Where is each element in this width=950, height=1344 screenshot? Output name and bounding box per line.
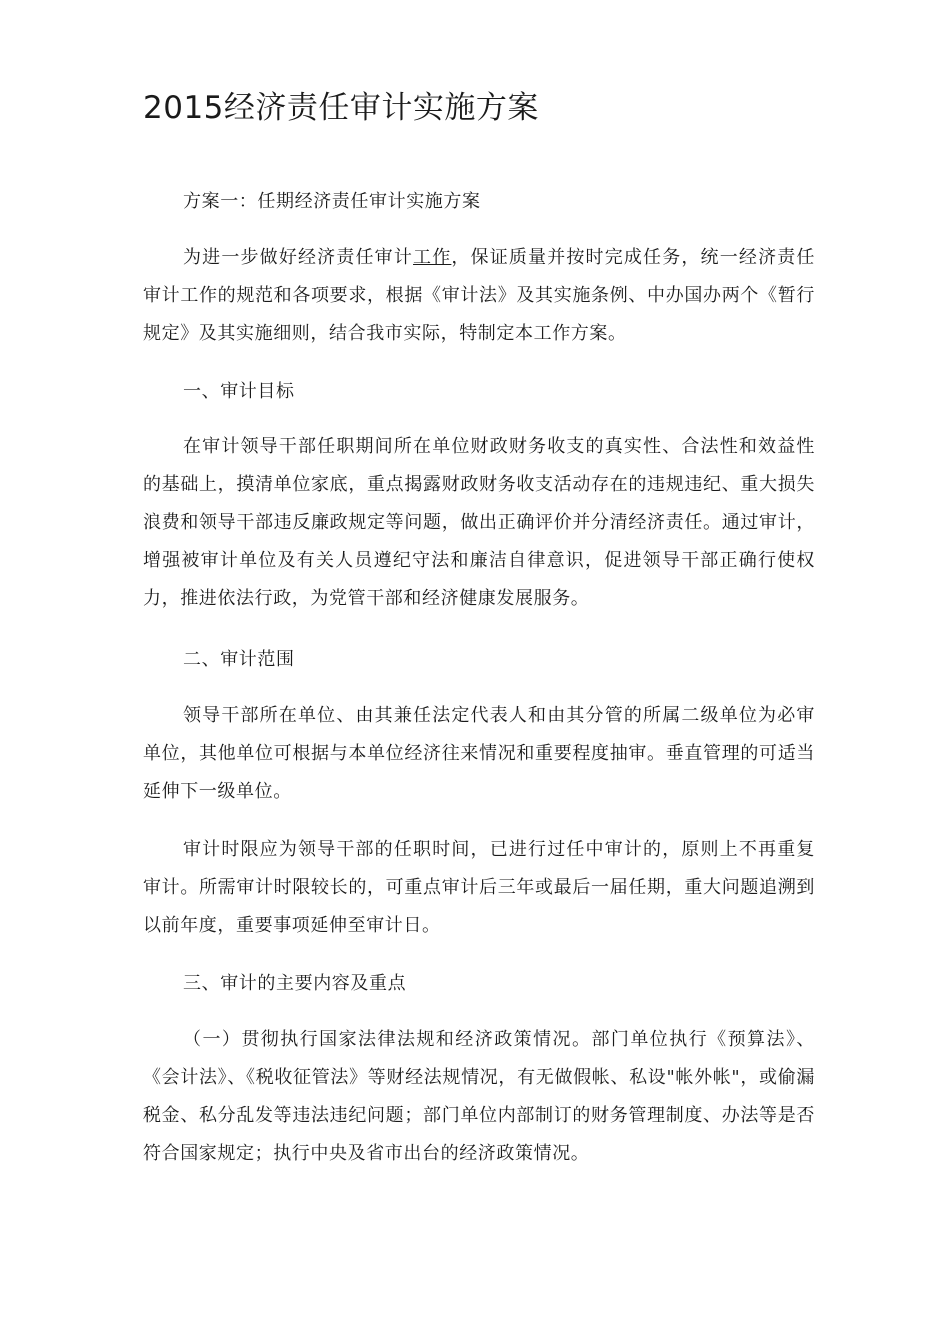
plan-subtitle: 方案一：任期经济责任审计实施方案 xyxy=(183,191,481,212)
intro-underlined-word: 工作 xyxy=(413,247,452,268)
intro-text-after: ，保证质量并按时完成任务，统一经济责任审计工作的规范和各项要求，根据《审计法》及其实施条例、中办国办两个《暂行规定》及其实施细则，结合我市实际，特制定本工作方案。 xyxy=(143,247,816,344)
section-scope-paragraph-2: 审计时限应为领导干部的任职时间，已进行过任中审计的，原则上不再重复审计。所需审计时限较长的，可重点审计后三年或最后一届任期，重大问题追溯到以前年度，重要事项延伸至审计日。 xyxy=(143,839,815,936)
intro-text-before: 为进一步做好经济责任审计 xyxy=(183,247,414,268)
section-scope-paragraph-1: 领导干部所在单位、由其兼任法定代表人和由其分管的所属二级单位为必审单位，其他单位可根据与本单位经济往来情况和重要程度抽审。垂直管理的可适当延伸下一级单位。 xyxy=(143,705,815,802)
section-goal-paragraph: 在审计领导干部任职期间所在单位财政财务收支的真实性、合法性和效益性的基础上，摸清单位家底，重点揭露财政财务收支活动存在的违规违纪、重大损失浪费和领导干部违反廉政规定等问题，做出正确评价并分清经济责任。通过审计，增强被审计单位及有关人员遵纪守法和廉洁自律意识，促进领导干部正确行使权力，推进依法行政，为党管干部和经济健康发展服务。 xyxy=(143,436,815,609)
intro-paragraph xyxy=(143,239,815,353)
section-content-paragraph-1: （一）贯彻执行国家法律法规和经济政策情况。部门单位执行《预算法》、《会计法》、《税收征管法》等财经法规情况，有无做假帐、私设"帐外帐"，或偷漏税金、私分乱发等违法违纪问题；部门单位内部制订的财务管理制度、办法等是否符合国家规定；执行中央及省市出台的经济政策情况。 xyxy=(143,1029,815,1164)
section-heading-content: 三、审计的主要内容及重点 xyxy=(183,973,407,994)
document-title: 2015经济责任审计实施方案 xyxy=(143,90,539,126)
section-heading-goal: 一、审计目标 xyxy=(183,381,295,402)
section-heading-scope: 二、审计范围 xyxy=(183,649,295,670)
